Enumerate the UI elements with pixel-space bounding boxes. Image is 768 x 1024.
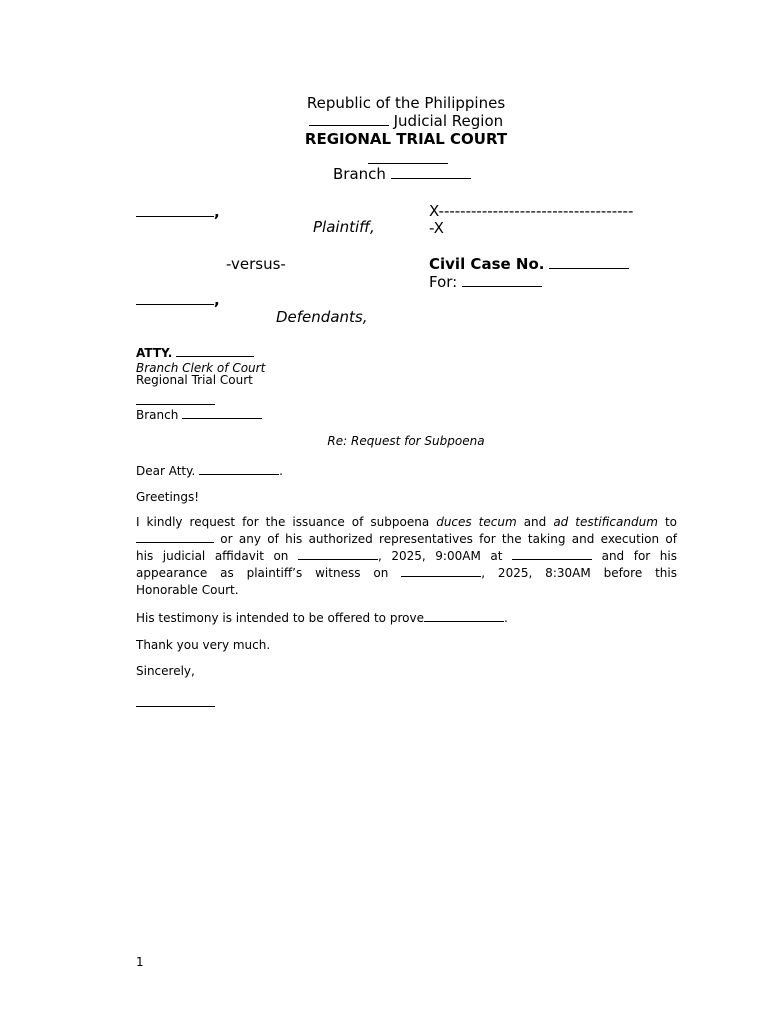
plaintiff-blank xyxy=(136,215,214,217)
request-line-1 xyxy=(136,514,677,531)
ad-testificandum: ad testificandum xyxy=(553,515,658,529)
addressee-location-blank xyxy=(136,404,215,405)
defendants-label: Defendants, xyxy=(276,308,368,326)
appearance-text: appearance as plaintiff’s witness on xyxy=(136,566,389,580)
addressee-branch-blank xyxy=(182,417,262,419)
request-to: to xyxy=(664,515,677,529)
atty-blank xyxy=(176,355,254,357)
defendant-comma: , xyxy=(214,291,220,309)
plaintiff-label: Plaintiff, xyxy=(313,218,375,236)
salutation-prefix: Dear Atty. xyxy=(136,464,196,478)
header-court: REGIONAL TRIAL COURT xyxy=(304,130,508,148)
request-and: and xyxy=(523,515,547,529)
signature-blank xyxy=(136,706,215,707)
representatives-text: or any of his authorized representatives for the taking and execution of xyxy=(220,532,677,546)
atty-label: ATTY. xyxy=(136,346,173,360)
addressee-atty xyxy=(136,346,254,360)
testimony-period: . xyxy=(503,611,508,625)
witness-name-blank xyxy=(136,541,214,543)
request-line-4 xyxy=(136,565,677,582)
court-location-blank xyxy=(368,163,448,164)
testimony-blank xyxy=(424,620,504,622)
testimony-paragraph xyxy=(136,611,508,625)
addressee-court: Regional Trial Court xyxy=(136,373,253,387)
request-line-2 xyxy=(136,531,677,548)
request-line-3 xyxy=(136,548,677,565)
case-for-label: For: xyxy=(429,273,458,291)
x-line-top: X------------------------------------ xyxy=(429,202,634,220)
affidavit-date-blank xyxy=(298,558,378,560)
defendant-name xyxy=(136,291,220,309)
affidavit-place-blank xyxy=(512,558,592,560)
civil-case-blank xyxy=(549,267,629,269)
versus-label: -versus- xyxy=(226,255,286,273)
case-for xyxy=(429,273,542,291)
header-branch-blank xyxy=(391,177,471,179)
defendant-blank xyxy=(136,303,214,305)
header-branch-label: Branch xyxy=(333,165,386,183)
header-branch xyxy=(333,165,471,183)
affidavit-text: his judicial affidavit on xyxy=(136,549,289,563)
greeting: Greetings! xyxy=(136,490,200,504)
duces-tecum: duces tecum xyxy=(436,515,517,529)
plaintiff-name xyxy=(136,203,220,221)
addressee-branch-label: Branch xyxy=(136,408,179,422)
request-line-5: Honorable Court. xyxy=(136,583,239,597)
header-region xyxy=(0,112,768,130)
salutation-blank xyxy=(199,473,279,475)
civil-case-label: Civil Case No. xyxy=(429,255,545,273)
request-text: I kindly request for the issuance of subpoena xyxy=(136,515,430,529)
civil-case-number xyxy=(429,255,629,273)
addressee-position: Branch Clerk of Court xyxy=(136,361,266,375)
testimony-text: His testimony is intended to be offered to prove xyxy=(136,611,424,625)
closing-line: Sincerely, xyxy=(136,664,195,678)
salutation xyxy=(136,464,283,478)
affidavit-time: , 2025, 9:00AM at xyxy=(378,549,503,563)
plaintiff-comma: , xyxy=(214,203,220,221)
thanks-line: Thank you very much. xyxy=(136,638,271,652)
appearance-date-blank xyxy=(401,575,481,577)
region-label: Judicial Region xyxy=(393,112,504,130)
re-line: Re: Request for Subpoena xyxy=(327,434,485,448)
header-republic: Republic of the Philippines xyxy=(306,94,506,112)
for-his-text: and for his xyxy=(601,549,677,563)
addressee-branch xyxy=(136,408,262,422)
appearance-time: , 2025, 8:30AM before this xyxy=(481,566,677,580)
case-for-blank xyxy=(462,285,542,287)
salutation-suffix: . xyxy=(279,464,283,478)
request-paragraph xyxy=(136,514,677,599)
x-line-bottom: -X xyxy=(429,219,444,237)
region-blank xyxy=(309,124,389,126)
page-number: 1 xyxy=(136,955,144,969)
